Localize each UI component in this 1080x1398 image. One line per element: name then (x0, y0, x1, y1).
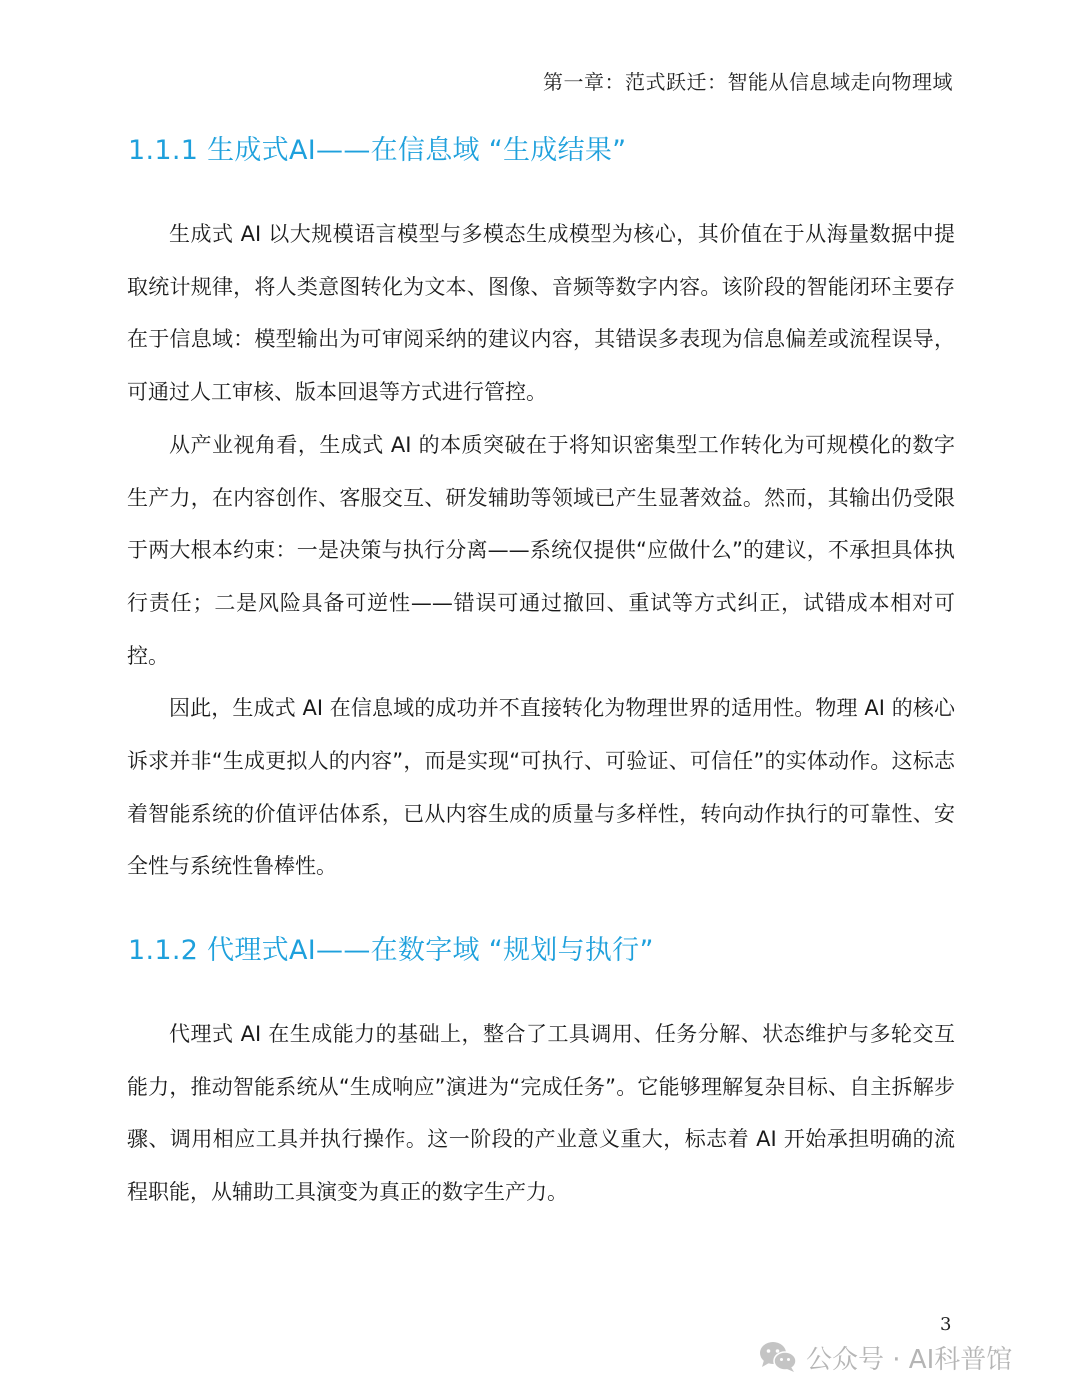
page-number: 3 (940, 1314, 952, 1335)
watermark-text: 公众号 · AI科普馆 (806, 1344, 1013, 1375)
section-heading-1-1-1: 1.1.1 生成式AI——在信息域 “生成结果” (128, 135, 627, 166)
watermark (758, 1337, 1012, 1377)
wechat-icon (758, 1340, 798, 1374)
paragraph: 因此，生成式 AI 在信息域的成功并不直接转化为物理世界的适用性。物理 AI 的核心诉求并非“生成更拟人的内容”，而是实现“可执行、可验证、可信任”的实体动作。这标志着智能系统的价值评估体系，已从内容生成的质量与多样性，转向动作执行的可靠性、安全性与系统性鲁棒性。 (127, 696, 955, 879)
paragraph: 代理式 AI 在生成能力的基础上，整合了工具调用、任务分解、状态维护与多轮交互能力，推动智能系统从“生成响应”演进为“完成任务”。它能够理解复杂目标、自主拆解步骤、调用相应工具并执行操作。这一阶段的产业意义重大，标志着 AI 开始承担明确的流程职能，从辅助工具演变为真正的数字生产力。 (127, 1022, 955, 1205)
paragraph: 生成式 AI 以大规模语言模型与多模态生成模型为核心，其价值在于从海量数据中提取统计规律，将人类意图转化为文本、图像、音频等数字内容。该阶段的智能闭环主要存在于信息域：模型输出为可审阅采纳的建议内容，其错误多表现为信息偏差或流程误导，可通过人工审核、版本回退等方式进行管控。 (127, 222, 955, 405)
section-heading-1-1-2: 1.1.2 代理式AI——在数字域 “规划与执行” (128, 935, 654, 966)
paragraph: 从产业视角看，生成式 AI 的本质突破在于将知识密集型工作转化为可规模化的数字生产力，在内容创作、客服交互、研发辅助等领域已产生显著效益。然而，其输出仍受限于两大根本约束：一是决策与执行分离——系统仅提供“应做什么”的建议，不承担具体执行责任；二是风险具备可逆性——错误可通过撤回、重试等方式纠正，试错成本相对可控。 (127, 432, 955, 668)
running-header: 第一章：范式跃迁：智能从信息域走向物理域 (543, 70, 953, 94)
section-body-1-1-2 (127, 1008, 955, 1219)
section-body-1-1-1 (127, 208, 955, 893)
